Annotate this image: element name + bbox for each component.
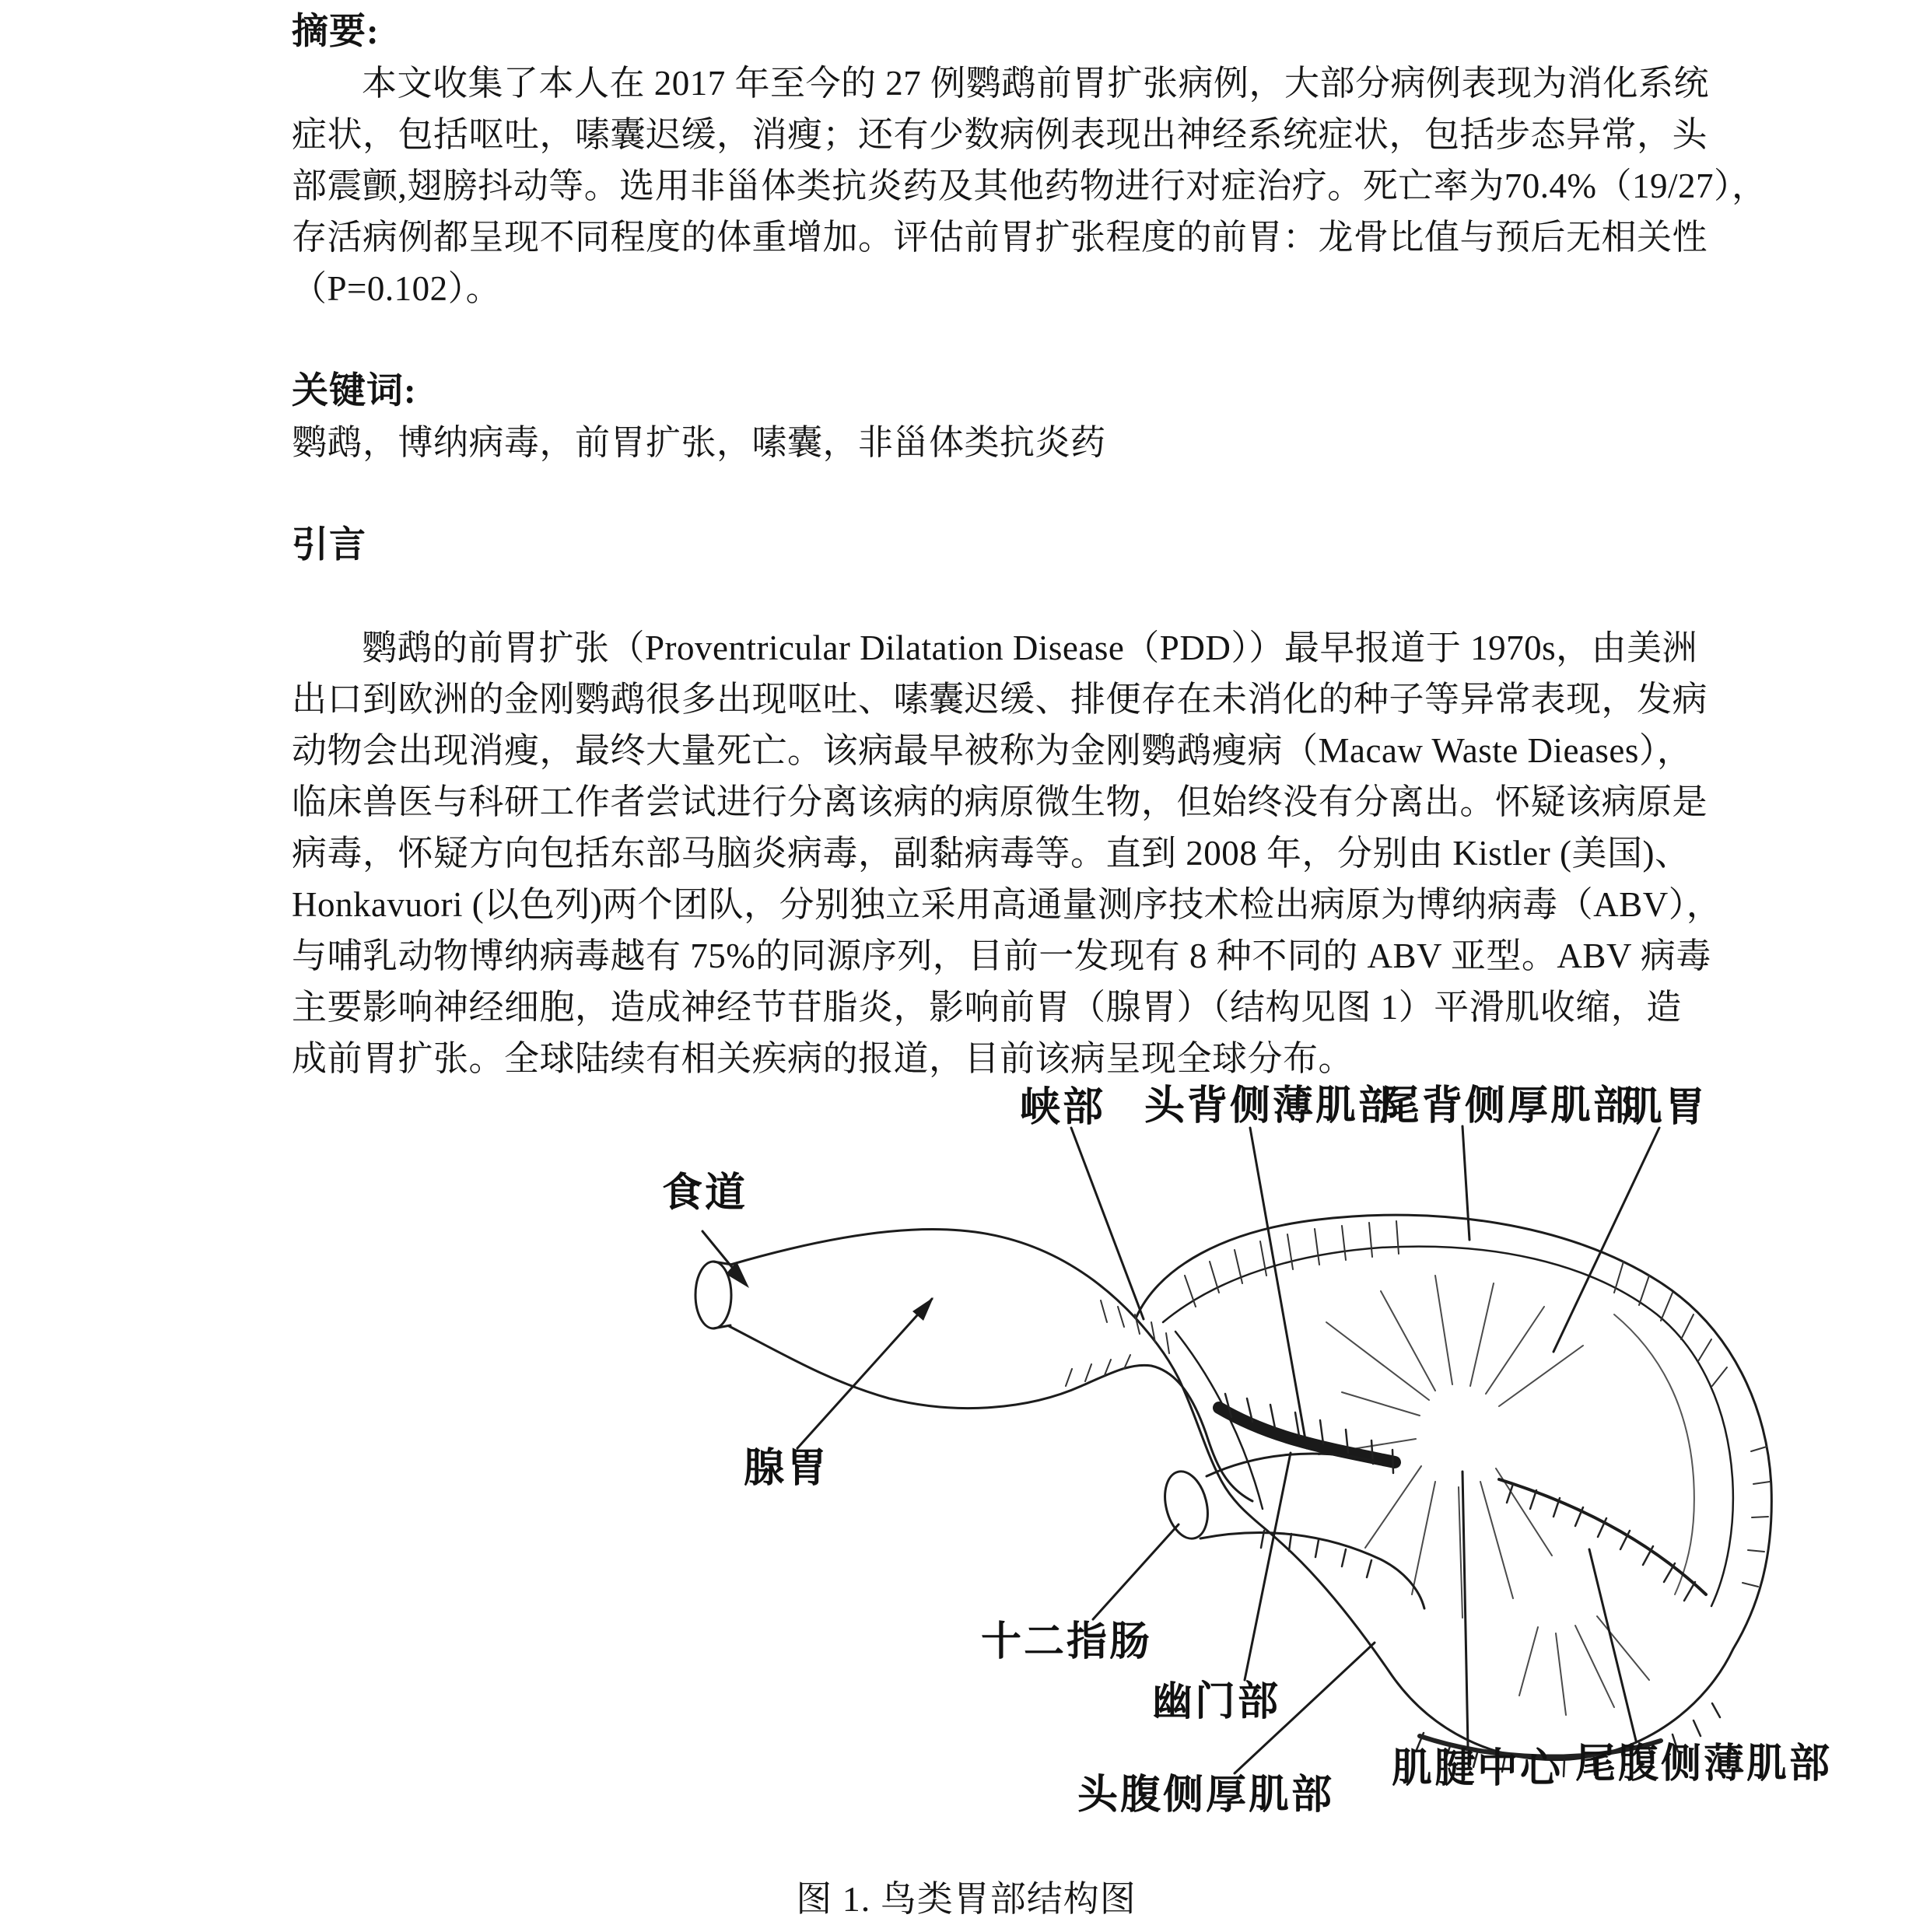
figure-label-gizzard: 肌胃 [1622,1085,1708,1130]
intro-line: 与哺乳动物博纳病毒越有 75%的同源序列，目前一发现有 8 种不同的 ABV 亚型。ABV 病毒 [292,936,1711,975]
abstract-line: （P=0.102）。 [292,269,502,308]
intro-line: 动物会出现消瘦，最终大量死亡。该病最早被称为金刚鹦鹉瘦病（Macaw Waste Dieases）， [292,731,1693,770]
intro-line: 主要影响神经细胞，造成神经节苷脂炎，影响前胃（腺胃）（结构见图 1）平滑肌收缩，造 [292,988,1682,1027]
figure-label-caudal-dorsal-thick-muscle: 尾背侧厚肌部 [1379,1083,1637,1129]
abstract-line: 存活病例都呈现不同程度的体重增加。评估前胃扩张程度的前胃：龙骨比值与预后无相关性 [292,218,1708,257]
abstract-line: 部震颤,翅膀抖动等。选用非甾体类抗炎药及其他药物进行对症治疗。死亡率为70.4%（19/27）， [292,166,1767,205]
figure-bird-stomach-diagram [292,1084,1930,1856]
figure-label-isthmus: 峡部 [1020,1085,1106,1130]
keywords-heading: 关键词: [292,371,417,411]
figure-label-caudal-ventral-thin-muscle: 尾腹侧薄肌部 [1575,1741,1833,1787]
intro-line: 临床兽医与科研工作者尝试进行分离该病的病原微生物，但始终没有分离出。怀疑该病原是 [292,782,1708,821]
intro-line: 成前胃扩张。全球陆续有相关疾病的报道，目前该病呈现全球分布。 [292,1039,1354,1078]
intro-line: 病毒，怀疑方向包括东部马脑炎病毒，副黏病毒等。直到 2008 年，分别由 Kistler (美国)、 [292,834,1690,873]
anatomy-drawing [292,1084,1930,1856]
figure-label-pylorus: 幽门部 [1152,1679,1281,1724]
keywords-line: 鹦鹉，博纳病毒，前胃扩张，嗉囊，非甾体类抗炎药 [292,423,1106,462]
figure-label-esophagus: 食道 [662,1171,748,1216]
abstract-line: 症状，包括呕吐，嗉囊迟缓，消瘦；还有少数病例表现出神经系统症状，包括步态异常，头 [292,115,1708,154]
figure-label-duodenum: 十二指肠 [981,1619,1153,1664]
intro-line: 鹦鹉的前胃扩张（Proventricular Dilatation Disease（PDD））最早报道于 1970s，由美洲 [362,628,1698,667]
figure-label-tendon-center: 肌腱中心 [1392,1746,1564,1791]
figure-caption: 图 1. 鸟类胃部结构图 [796,1879,1137,1919]
figure-label-cranial-ventral-thick-muscle: 头腹侧厚肌部 [1077,1773,1335,1818]
abstract-line: 本文收集了本人在 2017 年至今的 27 例鹦鹉前胃扩张病例，大部分病例表现为消化系统 [362,64,1710,103]
figure-label-cranial-dorsal-thin-muscle: 头背侧薄肌部 [1144,1083,1402,1129]
figure-label-proventriculus: 腺胃 [744,1446,830,1491]
abstract-heading: 摘要: [292,12,380,52]
intro-line: 出口到欧洲的金刚鹦鹉很多出现呕吐、嗉囊迟缓、排便存在未消化的种子等异常表现，发病 [292,680,1708,719]
intro-line: Honkavuori (以色列)两个团队，分别独立采用高通量测序技术检出病原为博纳病毒（ABV）， [292,885,1722,924]
intro-heading: 引言 [292,525,366,565]
